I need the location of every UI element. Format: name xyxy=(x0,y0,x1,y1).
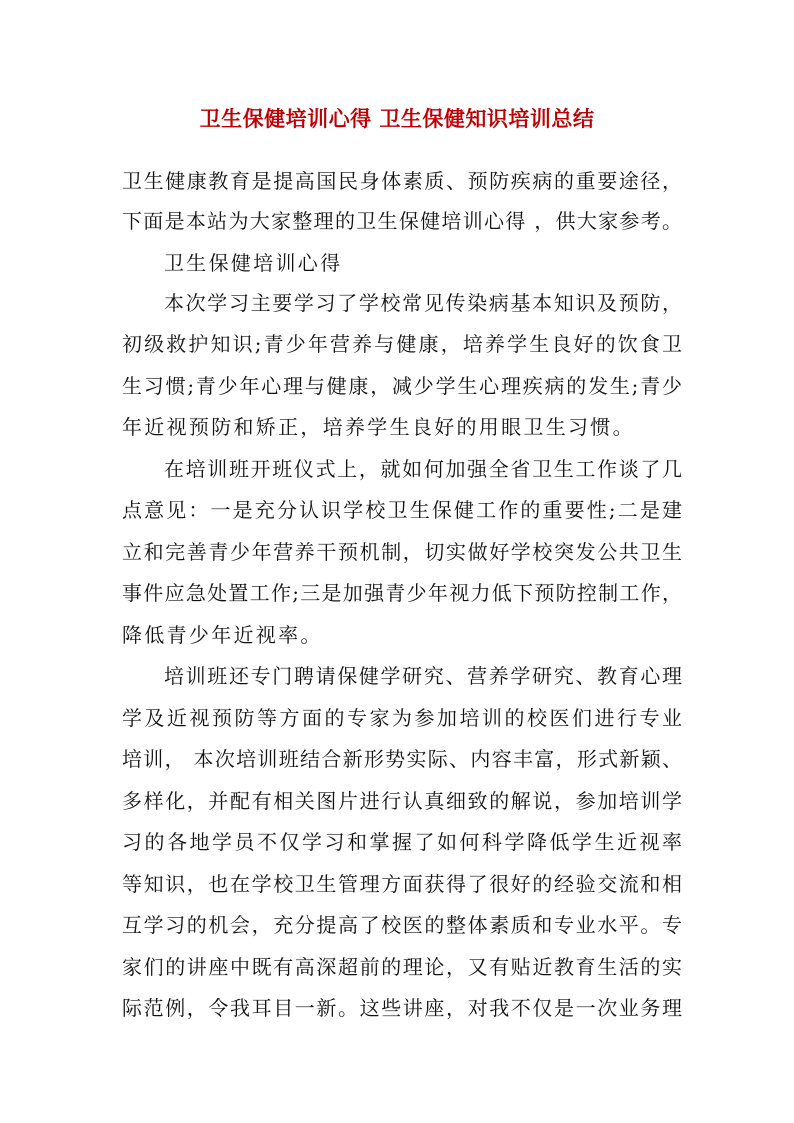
paragraph-line: 本次学习主要学习了学校常见传染病基本知识及预防， xyxy=(164,291,682,315)
paragraph-line: 事件应急处置工作;三是加强青少年视力低下预防控制工作， xyxy=(122,581,682,605)
paragraph-line: 互学习的机会，充分提高了校医的整体素质和专业水平。专 xyxy=(122,913,682,937)
paragraph-line: 习的各地学员不仅学习和掌握了如何科学降低学生近视率 xyxy=(122,830,682,854)
paragraph-line: 立和完善青少年营养干预机制，切实做好学校突发公共卫生 xyxy=(122,540,682,564)
paragraph-line: 卫生健康教育是提高国民身体素质、预防疾病的重要途径， xyxy=(122,169,682,193)
paragraph-line: 点意见：一是充分认识学校卫生保健工作的重要性;二是建 xyxy=(122,498,682,522)
paragraph-line: 初级救护知识;青少年营养与健康，培养学生良好的饮食卫 xyxy=(122,332,682,356)
paragraph-line: 多样化，并配有相关图片进行认真细致的解说，参加培训学 xyxy=(122,789,682,813)
paragraph-line: 培训， 本次培训班结合新形势实际、内容丰富，形式新颖、 xyxy=(122,747,682,771)
paragraph-line: 年近视预防和矫正，培养学生良好的用眼卫生习惯。 xyxy=(122,415,635,439)
paragraph-line: 下面是本站为大家整理的卫生保健培训心得 ，供大家参考。 xyxy=(122,209,682,233)
paragraph-line: 培训班还专门聘请保健学研究、营养学研究、教育心理 xyxy=(164,664,682,688)
paragraph-line: 降低青少年近视率。 xyxy=(122,623,323,647)
paragraph-line: 际范例，令我耳目一新。这些讲座，对我不仅是一次业务理 xyxy=(122,996,682,1020)
section-heading: 卫生保健培训心得 xyxy=(164,251,343,275)
document-title: 卫生保健培训心得 卫生保健知识培训总结 xyxy=(199,106,595,131)
paragraph-line: 等知识，也在学校卫生管理方面获得了很好的经验交流和相 xyxy=(122,872,682,896)
paragraph-line: 家们的讲座中既有高深超前的理论，又有贴近教育生活的实 xyxy=(122,955,682,979)
paragraph-line: 学及近视预防等方面的专家为参加培训的校医们进行专业 xyxy=(122,706,682,730)
paragraph-line: 生习惯;青少年心理与健康，减少学生心理疾病的发生;青少 xyxy=(122,374,682,398)
paragraph-line: 在培训班开班仪式上，就如何加强全省卫生工作谈了几 xyxy=(164,457,682,481)
